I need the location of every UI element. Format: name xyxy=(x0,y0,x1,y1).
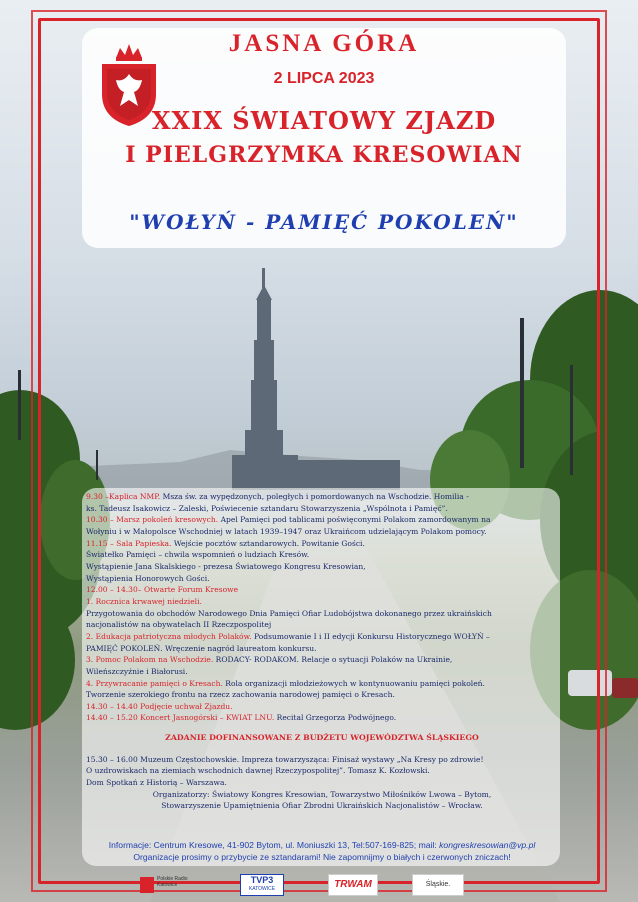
program-text: Przygotowania do obchodów Narodowego Dnia Pamięci Ofiar Ludobójstwa dokonanego przez ukraińskich xyxy=(86,608,492,618)
program-line xyxy=(86,701,558,713)
program-text: Wołyniu i w Małopolsce Wschodniej w latach 1939–1947 oraz Ukraińcom udzielającym Polakom pomocy. xyxy=(86,526,487,536)
program-line xyxy=(86,712,558,724)
program-text: Tworzenie szerokiego frontu na rzecz zachowania narodowej pamięci o Kresach. xyxy=(86,690,395,700)
program-time: 1. Rocznica krwawej niedzieli. xyxy=(86,596,202,606)
event-date: 2 LIPCA 2023 xyxy=(273,70,375,87)
reminder-line: Organizacje prosimy o przybycie ze sztandarami! Nie zapomnijmy o białych i czerwonych zniczach! xyxy=(133,852,511,862)
event-title-line1: XXIX ŚWIATOWY ZJAZD xyxy=(151,106,497,135)
program-text: PAMIĘĆ POKOLEŃ. Wręczenie nagród laureatom konkursu. xyxy=(86,643,317,653)
event-location-title: JASNA GÓRA xyxy=(228,30,420,57)
program-text: Wejście pocztów sztandarowych. Powitanie Gości. xyxy=(171,538,365,548)
museum-line: 15.30 – 16.00 Muzeum Częstochowskie. Impreza towarzysząca: Finisaż wystawy „Na Kresy po zdrowie! xyxy=(86,754,484,764)
program-text: Wystąpienie Jana Skalskiego - prezesa Światowego Kongresu Kresowian, xyxy=(86,561,366,571)
program-text xyxy=(86,491,558,812)
program-text: Światełko Pamięci – chwila wspomnień o ludziach Kresów. xyxy=(86,550,310,560)
program-line xyxy=(86,491,558,503)
program-time: 3. Pomoc Polakom na Wschodzie. xyxy=(86,655,214,665)
program-text: Wileńszczyźnie i Białorusi. xyxy=(86,666,188,676)
sponsor-logos xyxy=(140,874,480,896)
museum-line: Dom Spotkań z Historią – Warszawa. xyxy=(86,778,227,788)
program-line xyxy=(86,561,558,573)
contact-address: Informacje: Centrum Kresowe, 41-902 Bytom, ul. Moniuszki 13, Tel:507-169-825; mail: xyxy=(108,840,440,850)
program-time: 12.00 – 14.30– Otwarte Forum Kresowe xyxy=(86,585,239,595)
program-line xyxy=(86,643,558,655)
program-text: Wystąpienia Honorowych Gości. xyxy=(86,573,210,583)
program-text: Podsumowanie I i II edycji Konkursu Historycznego WOŁYŃ – xyxy=(251,631,490,641)
program-line xyxy=(86,514,558,526)
program-line xyxy=(86,538,558,550)
program-line xyxy=(86,549,558,561)
museum-line: O uzdrowiskach na ziemiach wschodnich dawnej Rzeczypospolitej”. Tomasz K. Kozłowski. xyxy=(86,766,430,776)
contact-email[interactable]: kongreskresowian@vp.pl xyxy=(439,840,536,850)
event-motto: "WOŁYŃ - PAMIĘĆ POKOLEŃ" xyxy=(129,210,519,234)
event-title-line2: I PIELGRZYMKA KRESOWIAN xyxy=(125,142,523,168)
trwam-logo: TRWAM xyxy=(328,874,378,896)
program-text: Rola organizacji młodzieżowych w kontynuowaniu pamięci pokoleń. xyxy=(222,678,485,688)
program-line xyxy=(86,596,558,608)
program-line xyxy=(86,503,558,515)
program-line xyxy=(86,666,558,678)
funding-note: ZADANIE DOFINANSOWANE Z BUDŻETU WOJEWÓDZTWA ŚLĄSKIEGO xyxy=(165,733,479,743)
program-text: Apel Pamięci pod tablicami poświęconymi Polakom zamordowanym na xyxy=(218,515,491,525)
program-line xyxy=(86,678,558,690)
program-line xyxy=(86,654,558,666)
program-time: 14.30 – 14.40 Podjęcie uchwał Zjazdu. xyxy=(86,701,233,711)
program-text: RODACY- RODAKOM. Relacje o sytuacji Polaków na Ukrainie, xyxy=(213,655,453,665)
slaskie-logo: Śląskie. xyxy=(412,874,464,896)
contact-line xyxy=(86,839,558,851)
program-line xyxy=(86,526,558,538)
program-text: Msza św. za wypędzonych, poległych i pomordowanych na Wschodzie. Homilia - xyxy=(160,492,469,501)
program-line xyxy=(86,608,558,620)
program-line xyxy=(86,631,558,643)
program-time: 9.30 –Kaplica NMP. xyxy=(86,492,161,501)
program-line xyxy=(86,619,558,631)
program-line xyxy=(86,584,558,596)
program-list xyxy=(86,491,558,724)
program-time: 11.15 – Sala Papieska. xyxy=(86,538,172,548)
organizers-line: Stowarzyszenie Upamiętnienia Ofiar Zbrodni Ukraińskich Nacjonalistów – Wrocław. xyxy=(161,801,483,811)
organizers-line: Organizatorzy: Światowy Kongres Kresowian, Towarzystwo Miłośników Lwowa – Bytom, xyxy=(152,789,492,799)
tvp3-logo: TVP3 KATOWICE xyxy=(240,874,284,896)
program-line xyxy=(86,689,558,701)
program-text: ks. Tadeusz Isakowicz – Zaleski, Poświecenie sztandaru Stowarzyszenia „Wspólnota i Pamięć”. xyxy=(86,503,448,513)
polskie-radio-logo: Polskie Radio Katowice xyxy=(140,874,196,896)
program-text: Recital Grzegorza Podwójnego. xyxy=(274,713,397,723)
footer-info xyxy=(86,839,558,863)
program-text: nacjonalistów na obywatelach II Rzeczpospolitej xyxy=(86,620,272,630)
program-line xyxy=(86,573,558,585)
program-time: 10.30 – Marsz pokoleń kresowych. xyxy=(86,515,219,525)
program-time: 4. Przywracanie pamięci o Kresach. xyxy=(86,678,223,688)
program-time: 14.40 – 15.20 Koncert Jasnogórski – KWIAT LNU. xyxy=(86,713,275,723)
program-time: 2. Edukacja patriotyczna młodych Polaków. xyxy=(86,631,252,641)
